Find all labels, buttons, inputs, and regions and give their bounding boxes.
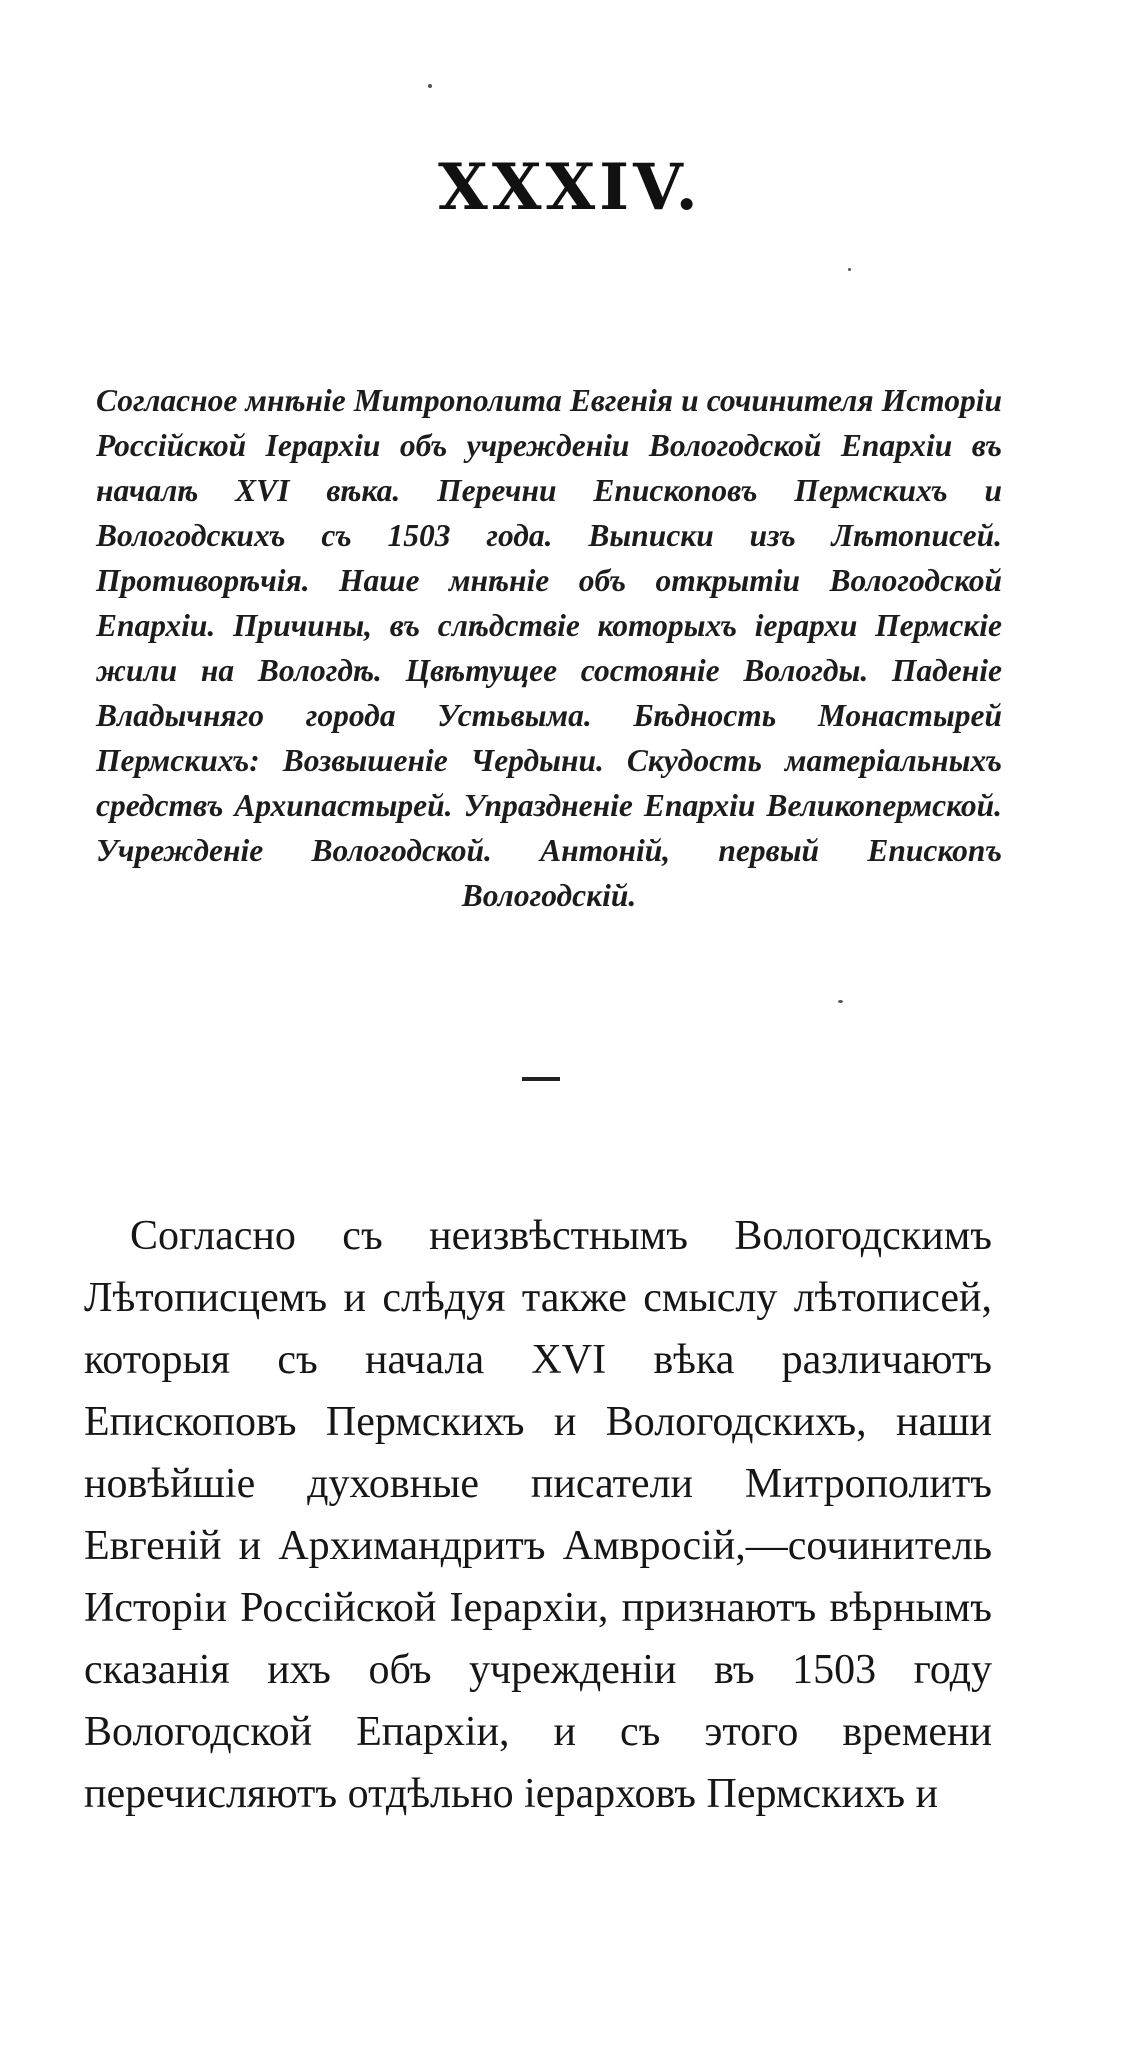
ink-speck bbox=[838, 1000, 843, 1003]
ink-speck bbox=[848, 268, 851, 271]
chapter-summary: Согласное мнѣніе Митрополита Евгенія и сочинителя Исторіи Россійской Іерархіи объ учрежденіи Вологодской Епархіи въ началѣ XVI вѣка. Перечни Епископовъ Пермскихъ и Вологодскихъ съ 1503 года. Выписки изъ Лѣтописей. Противорѣчія. Наше мнѣніе объ открытіи Вологодской Епархіи. Причины, въ слѣдствіе которыхъ іерархи Пермскіе жили на Вологдѣ. Цвѣтущее состояніе Вологды. Паденіе Владычняго города Устьвыма. Бѣдность Монастырей Пермскихъ: Возвышеніе Чердыни. Скудость матеріальныхъ средствъ Архипастырей. Упраздненіе Епархіи Великопермской. Учрежденіе Вологодской. Антоній, первый Епископъ Вологодскій. bbox=[96, 383, 1002, 913]
ink-speck bbox=[428, 84, 432, 88]
chapter-number: XXXIV. bbox=[438, 150, 702, 225]
body-paragraph: Согласно съ неизвѣстнымъ Вологодскимъ Лѣтописцемъ и слѣдуя также смыслу лѣтописей, которыя съ начала XVI вѣка различаютъ Епископовъ Пермскихъ и Вологодскихъ, наши новѣйшіе духовные писатели Митрополитъ Евгеній и Архимандритъ Амвросій,—сочинитель Исторіи Россійской Іерархіи, признаютъ вѣрнымъ сказанія ихъ объ учрежденіи въ 1503 году Вологодской Епархіи, и съ этого времени перечисляютъ отдѣльно іерарховъ Пермскихъ и bbox=[84, 1213, 992, 1817]
section-divider bbox=[522, 1077, 560, 1081]
